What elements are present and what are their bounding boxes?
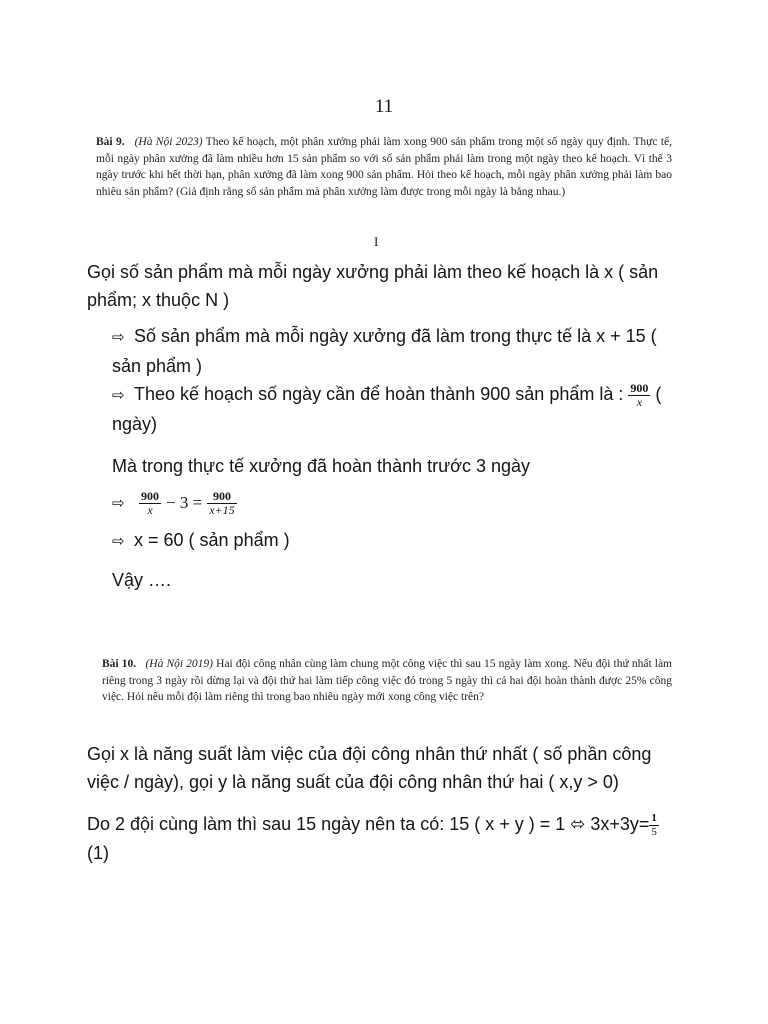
fraction-numerator: 1: [651, 811, 657, 824]
solution-9-intro: Gọi số sản phẩm mà mỗi ngày xưởng phải làm theo kế hoạch là x ( sản phẩm; x thuộc N ): [87, 262, 659, 310]
problem-9-text: [96, 134, 672, 200]
minus-three-equals: − 3 =: [166, 493, 203, 512]
step2-text: Theo kế hoạch số ngày cần để hoàn thành 900 sản phẩm là :: [134, 384, 624, 404]
arrow-icon: ⇨: [112, 329, 125, 346]
fraction-900-over-x: [628, 382, 650, 409]
solution-9-early: Mà trong thực tế xưởng đã hoàn thành trước 3 ngày: [112, 456, 530, 476]
solution-9-step1: [112, 322, 672, 380]
solution-9-equation: [112, 488, 512, 518]
fraction-numerator: 900: [630, 380, 649, 395]
solution-10-equation: [87, 810, 677, 867]
problem-9-source: (Hà Nội 2023): [134, 136, 203, 148]
page-number: 11: [374, 96, 394, 117]
arrow-icon: ⇨: [112, 495, 125, 512]
equation-label: (1): [87, 842, 109, 863]
result-text: x = 60 ( sản phẩm ): [134, 530, 290, 550]
arrow-icon: ⇨: [112, 387, 125, 404]
fraction-denominator: x+15: [209, 502, 235, 517]
solution-9-step2: [112, 380, 682, 438]
problem-9-body: Theo kế hoạch, một phân xưởng phải làm xong 900 sản phẩm trong một số ngày quy định. Thực tế, mỗi ngày phân xưởng đã làm nhiều hơn 15 sản phẩm so với số sản phẩm phải làm trong một ngày theo kế hoạch. Vì thế 3 ngày trước khi hết thời hạn, phân xưởng đã làm xong 900 sản phẩm. Hỏi theo kế hoạch, mỗi ngày phân xưởng phải làm bao nhiêu sản phẩm? (Giả định rằng số sản phẩm mà phân xưởng làm được trong mỗi ngày là bằng nhau.): [96, 136, 673, 198]
fraction-numerator: 900: [207, 490, 236, 504]
step2-unit: ( ngày): [112, 384, 662, 434]
step1-text: Số sản phẩm mà mỗi ngày xưởng đã làm trong thực tế là x + 15 ( sản phẩm ): [112, 326, 657, 376]
solution-9-conclusion: Vậy ….: [112, 570, 172, 590]
fraction-denominator: x: [636, 394, 643, 409]
equation-text: Do 2 đội cùng làm thì sau 15 ngày nên ta có: 15 ( x + y ) = 1 ⬄ 3x+3y=: [87, 814, 650, 834]
text-cursor-mark: I: [374, 234, 379, 249]
problem-10-body: Hai đội công nhân cùng làm chung một công việc thì sau 15 ngày làm xong. Nếu đội thứ nhất làm riêng trong 3 ngày rồi dừng lại và đội thứ hai làm tiếp công việc đó trong 5 ngày thì cả hai đội hoàn thành được 25% công việc. Hỏi nếu mỗi đội làm riêng thì trong bao nhiêu ngày mới xong công việc trên?: [102, 658, 673, 703]
problem-10-text: [102, 656, 672, 706]
arrow-icon: ⇨: [112, 533, 125, 550]
fraction-denominator: 5: [651, 825, 657, 838]
problem-10-label: Bài 10.: [102, 658, 137, 670]
solution-9-result: [112, 526, 512, 556]
problem-10-source: (Hà Nội 2019): [145, 658, 214, 670]
problem-9-label: Bài 9.: [96, 136, 125, 148]
fraction-900-over-x: [139, 490, 161, 517]
fraction-900-over-x-plus-15: [207, 490, 236, 517]
fraction-denominator: x: [147, 502, 153, 517]
solution-10-intro: Gọi x là năng suất làm việc của đội công nhân thứ nhất ( số phần công việc / ngày), gọi y là năng suất của đội công nhân thứ hai ( x,y > 0): [87, 744, 652, 792]
fraction-numerator: 900: [141, 488, 160, 503]
fraction-one-fifth: [649, 812, 659, 839]
